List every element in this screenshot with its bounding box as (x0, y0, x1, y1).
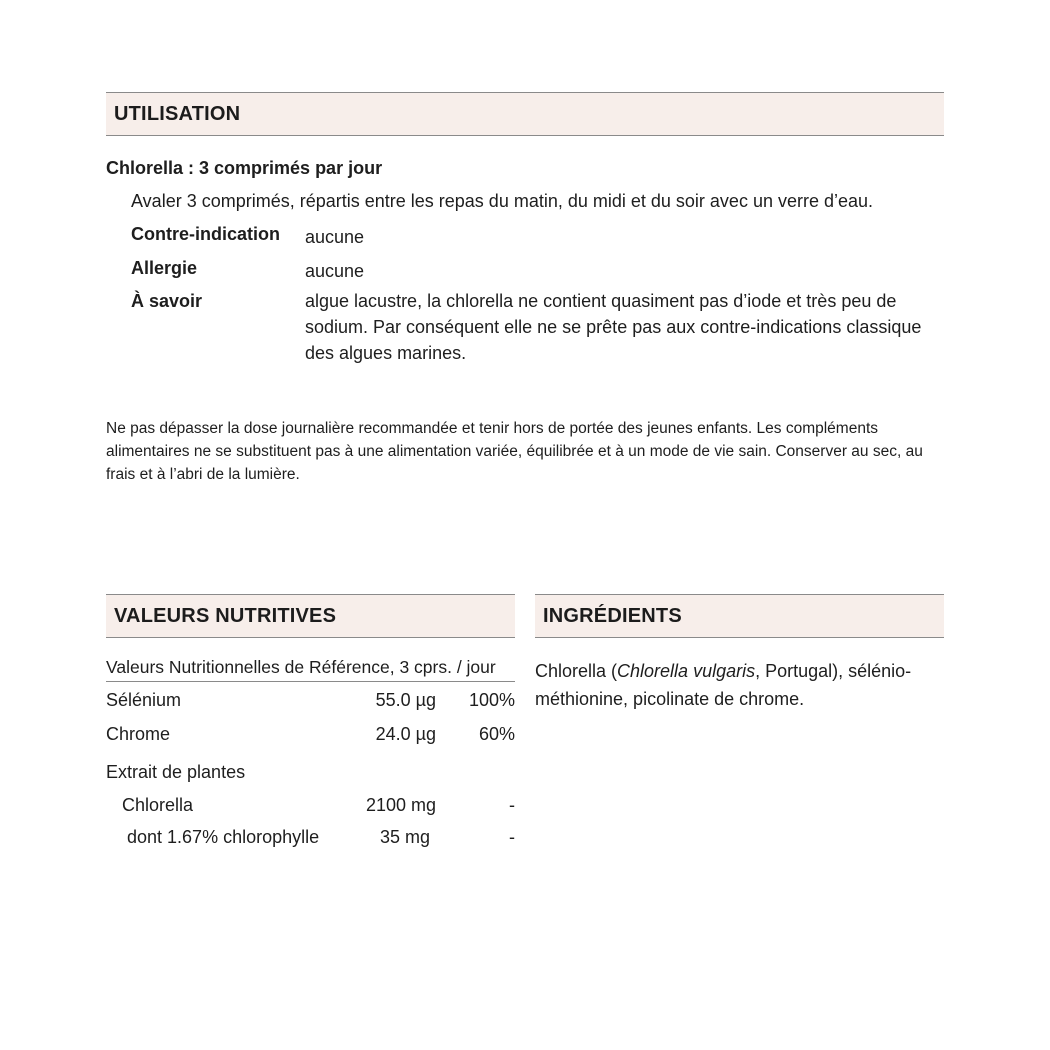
nutrient-percent: - (509, 827, 515, 847)
info-label: À savoir (131, 291, 203, 311)
nutrient-amount: 35 mg (379, 827, 430, 847)
nutrient-amount: 55.0 µg (375, 690, 436, 710)
ingredients-heading: INGRÉDIENTS (535, 594, 944, 638)
nutrient-name: Sélénium (106, 690, 182, 710)
usage-instructions: Avaler 3 comprimés, répartis entre les repas du matin, du midi et du soir avec un verre d’eau. (131, 191, 874, 211)
dosage-title: Chlorella : 3 comprimés par jour (106, 158, 383, 178)
nutrient-percent: 60% (478, 724, 515, 744)
nutrition-caption: Valeurs Nutritionnelles de Référence, 3 cprs. / jour (106, 657, 515, 682)
info-label: Contre-indication (131, 224, 280, 244)
table-row (106, 795, 515, 819)
table-row (106, 827, 515, 851)
nutrient-amount: 2100 mg (365, 795, 436, 815)
nutrition-heading: VALEURS NUTRITIVES (106, 594, 515, 638)
info-value: algue lacustre, la chlorella ne contient quasiment pas d’iode et très peu de sodium. Par conséquent elle ne se prête pas aux contre-indications classique des algues marines. (305, 291, 922, 363)
plant-extract-text: Extrait de plantes (106, 762, 246, 782)
ingredients-text-end: , Portugal), sélénio-méthionine, picolinate de chrome. (535, 661, 912, 709)
ingredients-text-start: Chlorella ( (535, 661, 618, 681)
nutrient-name: Chrome (106, 724, 171, 744)
ingredients-latin-name: Chlorella vulgaris (617, 661, 756, 681)
utilisation-heading: UTILISATION (106, 92, 944, 136)
nutrient-percent: 100% (468, 690, 515, 710)
table-row (106, 690, 515, 714)
info-value: aucune (305, 227, 365, 247)
table-row (106, 724, 515, 748)
nutrient-percent: - (509, 795, 515, 815)
plant-extract-label (106, 762, 515, 786)
nutrient-name: Chlorella (122, 795, 194, 815)
nutrient-name: dont 1.67% chlorophylle (127, 827, 320, 847)
info-value: aucune (305, 261, 365, 281)
info-label: Allergie (131, 258, 198, 278)
nutrient-amount: 24.0 µg (375, 724, 436, 744)
warning-notice: Ne pas dépasser la dose journalière recommandée et tenir hors de portée des jeunes enfants. Les compléments alimentaires ne se substituent pas à une alimentation variée, équilibrée et à un mode de vie sain. Conserver au sec, au frais et à l’abri de la lumière. (106, 420, 923, 483)
ingredients-list (535, 657, 950, 713)
